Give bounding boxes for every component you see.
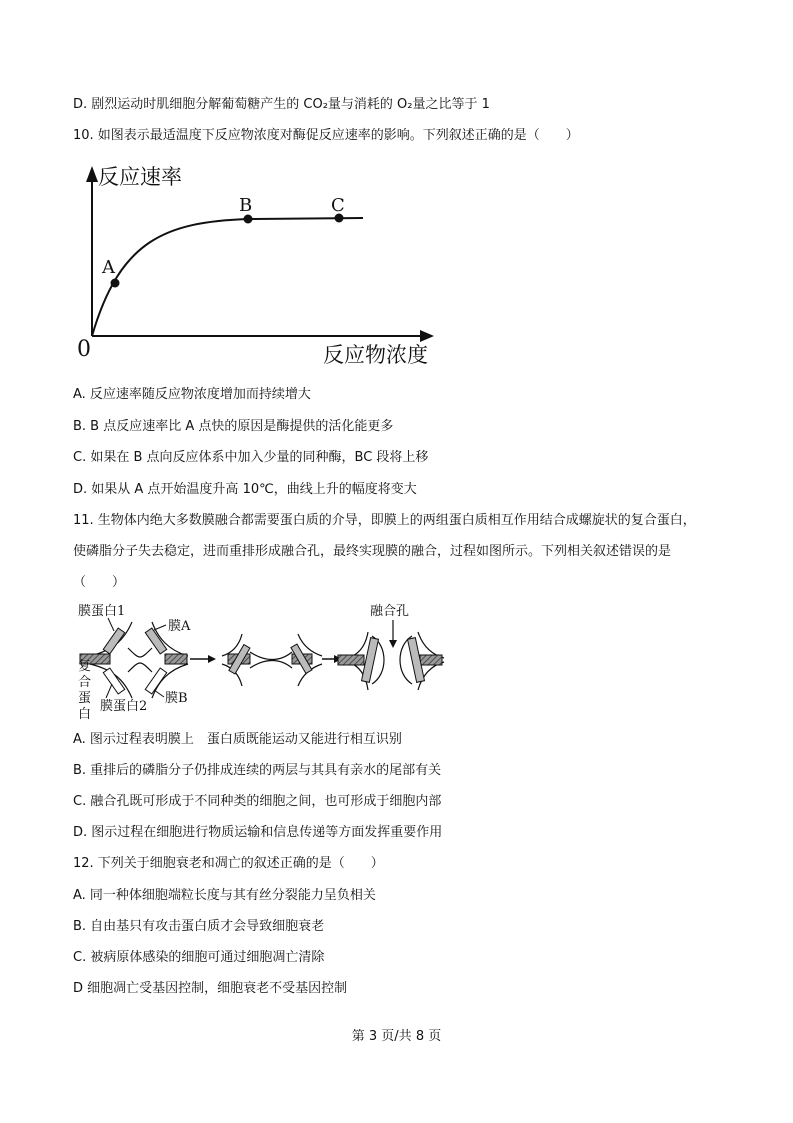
label-complex-3: 蛋 [78, 691, 92, 706]
q12-option-a: A. 同一种体细胞端粒长度与其有丝分裂能力呈负相关 [73, 888, 376, 903]
x-axis-label: 反应物浓度 [323, 343, 428, 367]
label-complex-1: 复 [78, 659, 92, 674]
label-protein2: 膜蛋白2 [100, 699, 148, 714]
q11-option-c: C. 融合孔既可形成于不同种类的细胞之间，也可形成于细胞内部 [73, 794, 442, 809]
q12-stem: 12. 下列关于细胞衰老和凋亡的叙述正确的是（ ） [73, 856, 384, 871]
page-footer: 第 3 页/共 8 页 [351, 1029, 442, 1044]
label-membrane-a: 膜A [168, 619, 191, 634]
q12-option-d: D 细胞凋亡受基因控制，细胞衰老不受基因控制 [73, 981, 348, 996]
q12-option-c: C. 被病原体感染的细胞可通过细胞凋亡清除 [73, 950, 325, 965]
enzyme-rate-graph [70, 160, 450, 370]
stage-2 [222, 634, 322, 686]
q10-stem: 10. 如图表示最适温度下反应物浓度对酶促反应速率的影响。下列叙述正确的是（ ） [73, 128, 579, 143]
label-complex-2: 合 [78, 675, 92, 690]
point-a [111, 279, 120, 288]
label-complex-4: 白 [78, 707, 92, 722]
label-protein1: 膜蛋白1 [78, 604, 126, 619]
q11-option-d: D. 图示过程在细胞进行物质运输和信息传递等方面发挥重要作用 [73, 825, 443, 840]
point-c-label: C [331, 195, 345, 216]
q11-option-a: A. 图示过程表明膜上 蛋白质既能运动又能进行相互识别 [73, 732, 402, 747]
q9-option-d: D. 剧烈运动时肌细胞分解葡萄糖产生的 CO₂量与消耗的 O₂量之比等于 1 [73, 97, 490, 112]
q11-stem-line3: （ ） [73, 575, 126, 590]
stage-3 [338, 620, 444, 690]
q11-stem-line2: 使磷脂分子失去稳定，进而重排形成融合孔，最终实现膜的融合，过程如图所示。下列相关叙述错误的是 [73, 544, 672, 559]
q12-option-b: B. 自由基只有攻击蛋白质才会导致细胞衰老 [73, 919, 325, 934]
q10-option-b: B. B 点反应速率比 A 点快的原因是酶提供的活化能更多 [73, 419, 394, 434]
label-membrane-b: 膜B [165, 691, 188, 706]
origin-label: 0 [77, 337, 91, 362]
point-b-label: B [239, 195, 253, 216]
q10-option-a: A. 反应速率随反应物浓度增加而持续增大 [73, 387, 311, 402]
q10-option-c: C. 如果在 B 点向反应体系中加入少量的同种酶，BC 段将上移 [73, 450, 429, 465]
q11-option-b: B. 重排后的磷脂分子仍排成连续的两层与其具有亲水的尾部有关 [73, 763, 442, 778]
label-fusion-pore: 融合孔 [370, 604, 410, 619]
membrane-fusion-figure [70, 598, 460, 723]
q11-stem-line1: 11. 生物体内绝大多数膜融合都需要蛋白质的介导，即膜上的两组蛋白质相互作用结合成螺旋状的复合蛋白， [73, 513, 696, 528]
q10-option-d: D. 如果从 A 点开始温度升高 10℃，曲线上升的幅度将变大 [73, 482, 417, 497]
point-a-label: A [102, 257, 115, 278]
y-axis-label: 反应速率 [98, 165, 182, 189]
